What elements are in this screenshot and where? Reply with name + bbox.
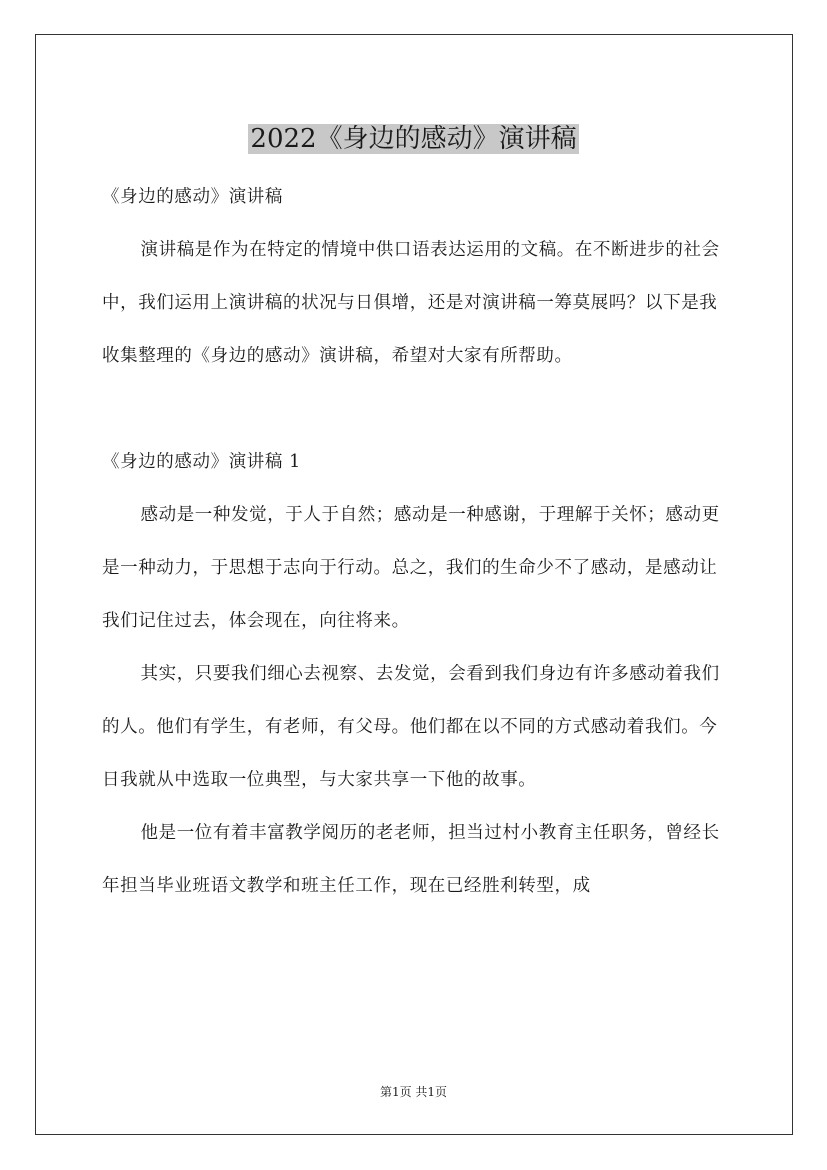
section-gap: [102, 383, 732, 436]
body-paragraph: 感动是一种发觉，于人于自然；感动是一种感谢，于理解于关怀；感动更是一种动力，于思想于志向于行动。总之，我们的生命少不了感动，是感动让我们记住过去，体会现在，向往将来。: [102, 505, 720, 631]
document-title-text: 2022《身边的感动》演讲稿: [250, 124, 577, 155]
intro-paragraph: 演讲稿是作为在特定的情境中供口语表达运用的文稿。在不断进步的社会中，我们运用上演讲稿的状况与日俱增，还是对演讲稿一筹莫展吗？以下是我收集整理的《身边的感动》演讲稿，希望对大家有所帮助。: [102, 240, 720, 366]
section-heading-1: 《身边的感动》演讲稿 1: [102, 452, 301, 472]
body-paragraph: 其实，只要我们细心去视察、去发觉，会看到我们身边有许多感动着我们的人。他们有学生，有老师，有父母。他们都在以不同的方式感动着我们。今日我就从中选取一位典型，与大家共享一下他的故事。: [102, 664, 720, 790]
body-paragraph: 他是一位有着丰富教学阅历的老老师，担当过村小教育主任职务，曾经长年担当毕业班语文教学和班主任工作，现在已经胜利转型，成: [102, 823, 720, 896]
document-subtitle: 《身边的感动》演讲稿: [102, 187, 283, 207]
page-footer: 第1页 共1页: [379, 1085, 448, 1099]
document-title: [0, 117, 827, 161]
document-body: [102, 171, 732, 913]
